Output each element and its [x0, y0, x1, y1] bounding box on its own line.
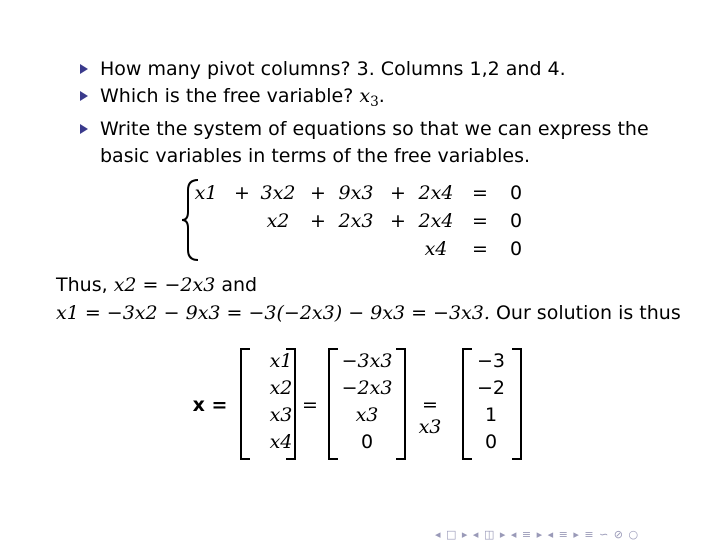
bullet-text: Which is the free variable? — [100, 85, 354, 107]
bullet-triangle-icon — [80, 64, 88, 74]
bullet-list — [80, 56, 700, 170]
equation-cell: + — [390, 210, 406, 232]
matrix-entry: 1 — [484, 404, 498, 426]
bullet-text: Write the system of equations so that we can express the basic variables in terms of the free variables. — [100, 118, 649, 168]
right-bracket-icon — [286, 348, 296, 460]
equation-cell: 0 — [509, 238, 523, 260]
thus-expr: x2 = −2x3 — [113, 274, 216, 296]
equation-cell: = — [472, 182, 488, 204]
bullet-triangle-icon — [80, 124, 88, 134]
equation-cell: + — [310, 210, 326, 232]
matrix-entry: −3x3 — [341, 350, 393, 372]
beamer-navigation[interactable]: ◂ □ ▸ ◂ ◫ ▸ ◂ ≡ ▸ ◂ ≡ ▸ ≡ ∽ ⊘ ○ — [435, 528, 640, 541]
matrix-entry: −2x3 — [341, 377, 393, 399]
matrix-entry: x4 — [269, 431, 293, 453]
equation-cell: 3x2 — [260, 182, 296, 204]
equation-cell: 2x3 — [338, 210, 374, 232]
equation-cell: + — [234, 182, 250, 204]
equation-cell: x1 — [194, 182, 218, 204]
scalar-x3: = x3 — [418, 394, 442, 438]
matrix-entry: x3 — [355, 404, 379, 426]
matrix-entry: −2 — [476, 377, 505, 399]
equation-cell: + — [390, 182, 406, 204]
vector-x-label: x = — [192, 394, 228, 416]
equation-cell: 9x3 — [338, 182, 374, 204]
bullet-triangle-icon — [80, 91, 88, 101]
bullet-item: Which is the free variable? $x_3$. — [80, 83, 700, 116]
matrix-entry: x1 — [269, 350, 293, 372]
matrix-entry: 0 — [360, 431, 374, 453]
matrix-col-substituted — [332, 348, 402, 456]
equals-sign: = — [302, 394, 318, 416]
right-bracket-icon — [396, 348, 406, 460]
bullet-item — [80, 116, 700, 170]
thus-line: Thus, x2 = −2x3 and — [56, 274, 258, 296]
equation-cell: 2x4 — [418, 210, 454, 232]
matrix-entry: x3 — [269, 404, 293, 426]
equation-cell: = — [472, 210, 488, 232]
equation-cell: + — [310, 182, 326, 204]
free-variable: $x_3$ — [359, 85, 379, 111]
equation-system — [180, 178, 560, 262]
equation-cell: 0 — [509, 182, 523, 204]
equation-cell: 0 — [509, 210, 523, 232]
matrix-entry: x2 — [269, 377, 293, 399]
bullet-item — [80, 56, 700, 83]
matrix-entry: −3 — [476, 350, 505, 372]
right-bracket-icon — [512, 348, 522, 460]
solution-expr: x1 = −3x2 − 9x3 = −3(−2x3) − 9x3 = −3x3. — [56, 302, 490, 324]
bullet-text: How many pivot columns? 3. Columns 1,2 and 4. — [100, 58, 566, 80]
vector-equation — [190, 348, 530, 458]
solution-line: x1 = −3x2 − 9x3 = −3(−2x3) − 9x3 = −3x3. Our solution is thus — [56, 302, 681, 324]
equation-cell: x2 — [266, 210, 290, 232]
equation-cell: 2x4 — [418, 182, 454, 204]
equation-cell: x4 — [424, 238, 448, 260]
equation-cell: = — [472, 238, 488, 260]
matrix-entry: 0 — [484, 431, 498, 453]
